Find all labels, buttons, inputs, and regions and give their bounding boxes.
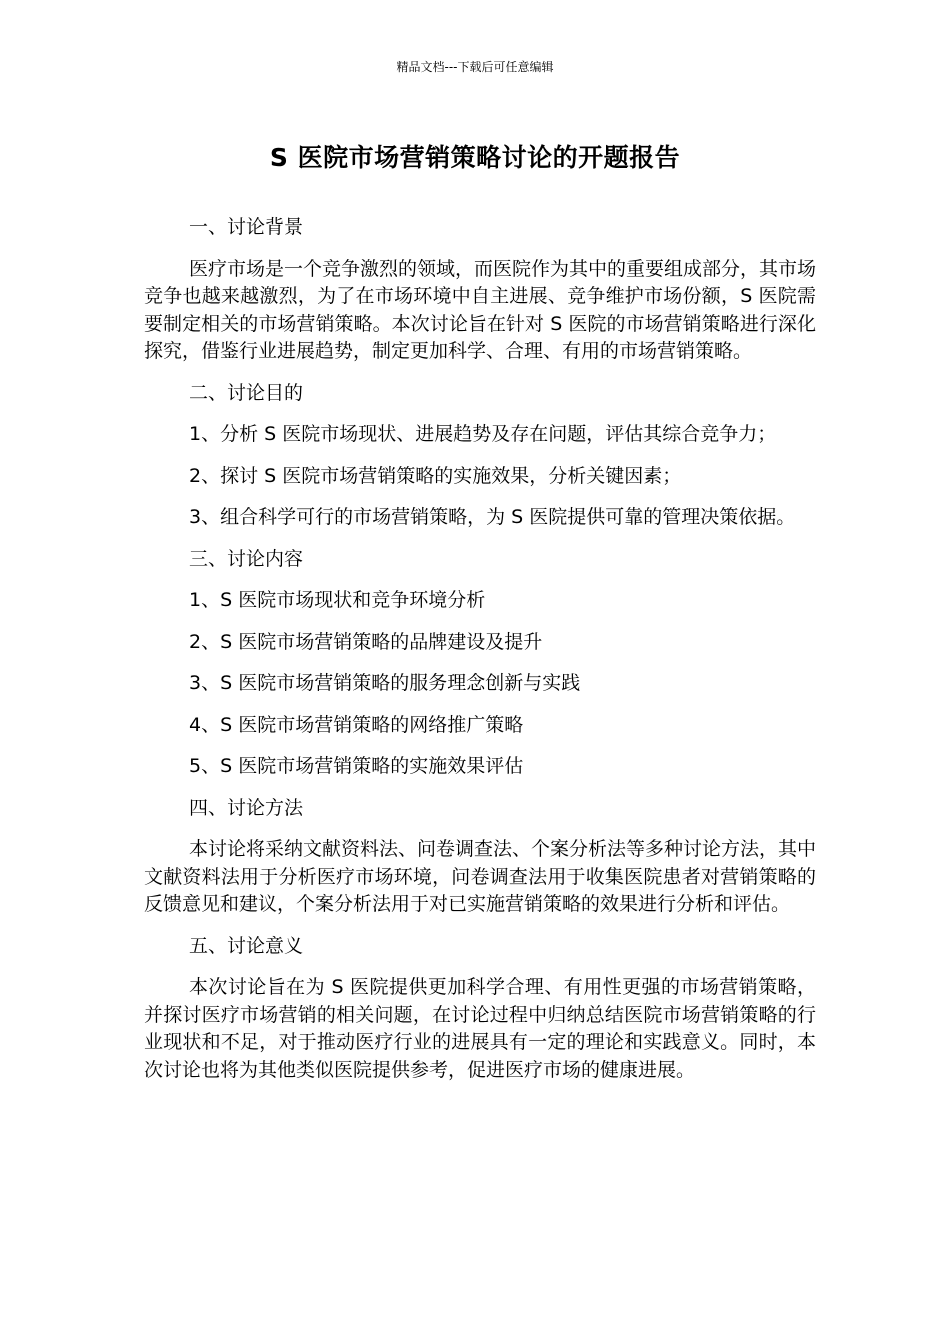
- paragraph-method: 本讨论将采纳文献资料法、问卷调查法、个案分析法等多种讨论方法，其中文献资料法用于分析医疗市场环境，问卷调查法用于收集医院患者对营销策略的反馈意见和建议，个案分析法用于对已实施营销策略的效果进行分析和评估。: [144, 838, 817, 915]
- document-body: [144, 214, 816, 1098]
- header-note: 精品文档---下载后可任意编辑: [396, 60, 554, 74]
- paragraph-background: 医疗市场是一个竞争激烈的领域，而医院作为其中的重要组成部分，其市场竞争也越来越激烈，为了在市场环境中自主进展、竞争维护市场份额，S 医院需要制定相关的市场营销策略。本次讨论旨在针对 S 医院的市场营销策略进行深化探究，借鉴行业进展趋势，制定更加科学、合理、有用的市场营销策略。: [144, 257, 817, 362]
- content-item: 1、S 医院市场现状和竞争环境分析: [189, 589, 486, 611]
- page-title: S 医院市场营销策略讨论的开题报告: [269, 143, 681, 172]
- paragraph-significance: 本次讨论旨在为 S 医院提供更加科学合理、有用性更强的市场营销策略，并探讨医疗市场营销的相关问题，在讨论过程中归纳总结医院市场营销策略的行业现状和不足，对于推动医疗行业的进展具有一定的理论和实践意义。同时，本次讨论也将为其他类似医院提供参考，促进医疗市场的健康进展。: [144, 976, 816, 1081]
- content-item: 2、S 医院市场营销策略的品牌建设及提升: [189, 630, 543, 653]
- content-item: 3、S 医院市场营销策略的服务理念创新与实践: [189, 672, 581, 694]
- purpose-item: 3、组合科学可行的市场营销策略，为 S 医院提供可靠的管理决策依据。: [189, 506, 796, 528]
- purpose-item: 2、探讨 S 医院市场营销策略的实施效果，分析关键因素；: [189, 464, 682, 487]
- purpose-item: 1、分析 S 医院市场现状、进展趋势及存在问题，评估其综合竞争力；: [189, 423, 777, 445]
- section-heading-significance: 五、讨论意义: [189, 934, 304, 957]
- section-heading-background: 一、讨论背景: [189, 216, 304, 238]
- content-item: 5、S 医院市场营销策略的实施效果评估: [189, 755, 524, 777]
- section-heading-purpose: 二、讨论目的: [189, 381, 304, 404]
- section-heading-content: 三、讨论内容: [189, 547, 304, 570]
- content-item: 4、S 医院市场营销策略的网络推广策略: [189, 713, 524, 736]
- section-heading-method: 四、讨论方法: [189, 796, 304, 819]
